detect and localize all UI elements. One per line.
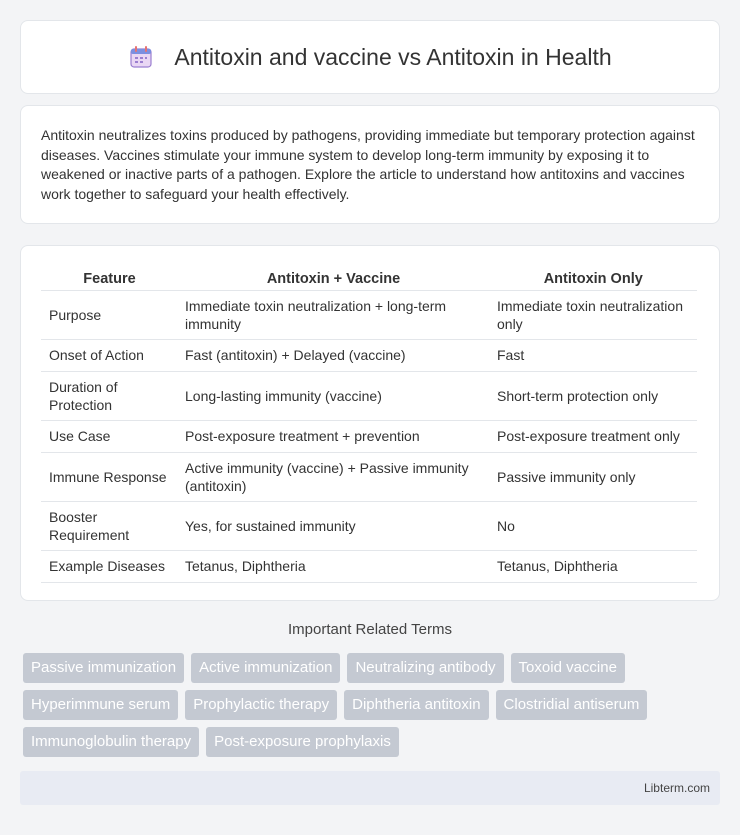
tag-prophylactic-therapy[interactable]: Prophylactic therapy [185,690,337,720]
intro-card [20,105,720,224]
table-cell: Purpose [42,290,178,339]
table-cell: Yes, for sustained immunity [178,501,490,550]
table-cell: Onset of Action [42,339,178,371]
table-row [42,371,698,420]
header-feature: Feature [42,266,178,290]
header-antitoxin-vaccine: Antitoxin + Vaccine [178,266,490,290]
table-row [42,501,698,550]
table-cell: Tetanus, Diphtheria [490,550,698,582]
table-cell: Booster Requirement [42,501,178,550]
table-row [42,339,698,371]
table-cell: Duration of Protection [42,371,178,420]
tag-passive-immunization[interactable]: Passive immunization [23,653,184,683]
tag-toxoid-vaccine[interactable]: Toxoid vaccine [511,653,625,683]
comparison-card [20,245,720,601]
table-cell: Short-term protection only [490,371,698,420]
footer-site-link[interactable]: Libterm.com [643,781,710,795]
table-cell: Fast (antitoxin) + Delayed (vaccine) [178,339,490,371]
tag-immunoglobulin-therapy[interactable]: Immunoglobulin therapy [23,727,199,757]
tag-neutralizing-antibody[interactable]: Neutralizing antibody [347,653,503,683]
intro-text: Antitoxin neutralizes toxins produced by pathogens, providing immediate but temporary protection against diseases. Vaccines stimulate your immune system to develop long-term immunity by exposing it to weakened or inactive parts of a pathogen. Explore the article to understand how antitoxins and vaccines work together to safeguard your health effectively. [41,127,695,202]
table-cell: Passive immunity only [490,452,698,501]
table-cell: Immediate toxin neutralization + long-term immunity [178,290,490,339]
tag-clostridial-antiserum[interactable]: Clostridial antiserum [496,690,648,720]
table-cell: Use Case [42,420,178,452]
table-row [42,420,698,452]
table-cell: Post-exposure treatment + prevention [178,420,490,452]
table-cell: Fast [490,339,698,371]
table-row [42,290,698,339]
table-cell: Active immunity (vaccine) + Passive immunity (antitoxin) [178,452,490,501]
table-cell: No [490,501,698,550]
header-antitoxin-only: Antitoxin Only [490,266,698,290]
calendar-icon [128,44,154,70]
header-card [20,20,720,94]
related-terms-title: Important Related Terms [288,621,452,638]
table-row [42,452,698,501]
table-cell: Tetanus, Diphtheria [178,550,490,582]
page-title: Antitoxin and vaccine vs Antitoxin in Health [174,43,612,70]
table-cell: Immediate toxin neutralization only [490,290,698,339]
tag-active-immunization[interactable]: Active immunization [191,653,340,683]
comparison-table [41,266,697,583]
table-cell: Example Diseases [42,550,178,582]
table-cell: Long-lasting immunity (vaccine) [178,371,490,420]
table-cell: Post-exposure treatment only [490,420,698,452]
tag-diphtheria-antitoxin[interactable]: Diphtheria antitoxin [344,690,488,720]
table-cell: Immune Response [42,452,178,501]
footer [20,771,720,805]
related-terms-list [23,653,703,757]
tag-hyperimmune-serum[interactable]: Hyperimmune serum [23,690,178,720]
table-row [42,550,698,582]
tag-post-exposure-prophylaxis[interactable]: Post-exposure prophylaxis [206,727,399,757]
table-header-row [42,266,698,290]
